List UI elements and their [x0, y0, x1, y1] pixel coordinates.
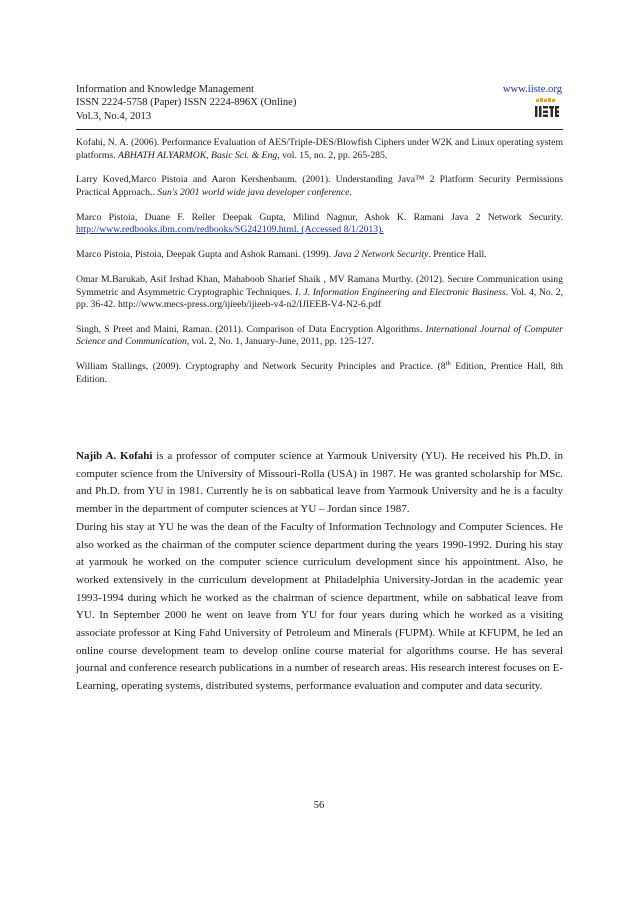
ref-details: , vol. 15, no. 2, pp. 265-285.	[277, 149, 388, 161]
reference-list	[76, 137, 563, 386]
ref-text: Larry Koved,Marco Pistoia and Aaron Kershenbaum. (2001). Understanding Java™ 2 Platform Security Permissions Practical Approach..	[76, 174, 563, 198]
ref-source: ABHATH ALYARMOK, Basic Sci. & Eng	[117, 149, 278, 161]
reference-item	[76, 361, 563, 386]
ref-details: . Prentice Hall.	[428, 249, 487, 261]
ref-source: International Journal of Computer Science and Communication	[76, 323, 564, 348]
ref-details: . Vol. 4, No. 2, pp. 36-42. http://www.mecs-press.org/ijieeb/ijieeb-v4-n2/IJIEEB-V4-N2-6.pdf	[76, 286, 563, 311]
ref-text: Omar M.Barukab, Asif Irshad Khan, Mahaboob Sharief Shaik , MV Ramana Murthy. (2012). Secure Communication using Symmetric and Asymmetric Cryptographic Techniques.	[76, 273, 563, 298]
author-biography	[76, 448, 563, 696]
ref-text: Kofahi, N. A. (2006). Performance Evaluation of AES/Triple-DES/Blowfish Ciphers under W2K and Linux operating system platforms.	[76, 137, 563, 161]
logo-orange-blocks	[536, 98, 555, 102]
reference-item	[76, 174, 563, 199]
iiste-logo-icon	[534, 98, 560, 120]
ref-details: .	[349, 186, 352, 198]
issn-line: ISSN 2224-5758 (Paper) ISSN 2224-896X (Online)	[76, 97, 297, 109]
ref-text: Marco Pistoia, Pistoia, Deepak Gupta and Ashok Ramani. (1999).	[76, 249, 334, 261]
reference-item	[76, 274, 563, 312]
ref-source: Sun's 2001 world wide java developer conference	[157, 186, 350, 198]
ref-details: Edition, Prentice Hall, 8th Edition.	[76, 361, 563, 385]
journal-name: Information and Knowledge Management	[76, 84, 254, 95]
author-name: Najib A. Kofahi	[76, 450, 153, 462]
page-number: 56	[313, 800, 325, 811]
reference-item	[76, 324, 563, 349]
ref-source: Java 2 Network Security	[333, 249, 429, 261]
bio-paragraph: During his stay at YU he was the dean of the Faculty of Information Technology and Computer Sciences. He also worked as the chairman of the computer science department during the years 1990-1992. During his stay at yarmouk he worked on the computer science curriculum development since his appointment. Also, he worked extensively in the curriculum development at Philadelphia University-Jordan in the academic year 1993-1994 during which he worked as the chairman of science department, while on sabbatical leave from YU. In September 2000 he went on leave from YU for four years during which he worked as a visiting associate professor at King Fahd University of Petroleum and Minerals (FUPM). While at KFUPM, he led an online course development team to develop online course material for algorithms course. He has several journal and conference research publications in a number of research areas. His research interest focuses on E-Learning, operating systems, distributed systems, performance evaluation and computer and data security.	[76, 520, 563, 693]
ref-text: William Stallings, (2009). Cryptography and Network Security Principles and Practice. (8	[76, 361, 446, 373]
reference-item	[76, 137, 563, 162]
running-header	[76, 83, 562, 123]
ref-url-link[interactable]: http://www.redbooks.ibm.com/redbooks/SG242109.html. (Accessed 8/1/2013).	[76, 224, 384, 236]
journal-url-link[interactable]: www.iiste.org	[502, 84, 562, 95]
reference-item	[76, 249, 563, 262]
ref-details: , vol. 2, No. 1, January-June, 2011, pp. 125-127.	[186, 336, 375, 348]
volume-line: Vol.3, No.4, 2013	[76, 110, 152, 122]
ref-superscript: th	[445, 360, 451, 368]
ref-text: Marco Pistoia, Duane F. Reller Deepak Gupta, Milind Nagnur, Ashok K. Ramani Java 2 Network Security.	[76, 211, 563, 223]
bio-text: is a professor of computer science at Yarmouk University (YU). He received his Ph.D. in computer science from the University of Missouri-Rolla (USA) in 1987. He was granted scholarship for MSc. and Ph.D. from YU in 1981. Currently he is on sabbatical leave from Yarmouk University and he is a faculty member in the department of computer sciences at YU – Jordan since 1987.	[76, 450, 563, 516]
reference-item	[76, 212, 563, 237]
ref-text: Singh, S Preet and Maini, Raman. (2011). Comparison of Data Encryption Algorithms.	[76, 323, 426, 335]
bio-paragraph	[76, 448, 563, 519]
ref-source: I. J. Information Engineering and Electronic Business	[295, 286, 506, 298]
header-divider	[76, 129, 563, 130]
logo-letter-blocks	[535, 106, 559, 117]
